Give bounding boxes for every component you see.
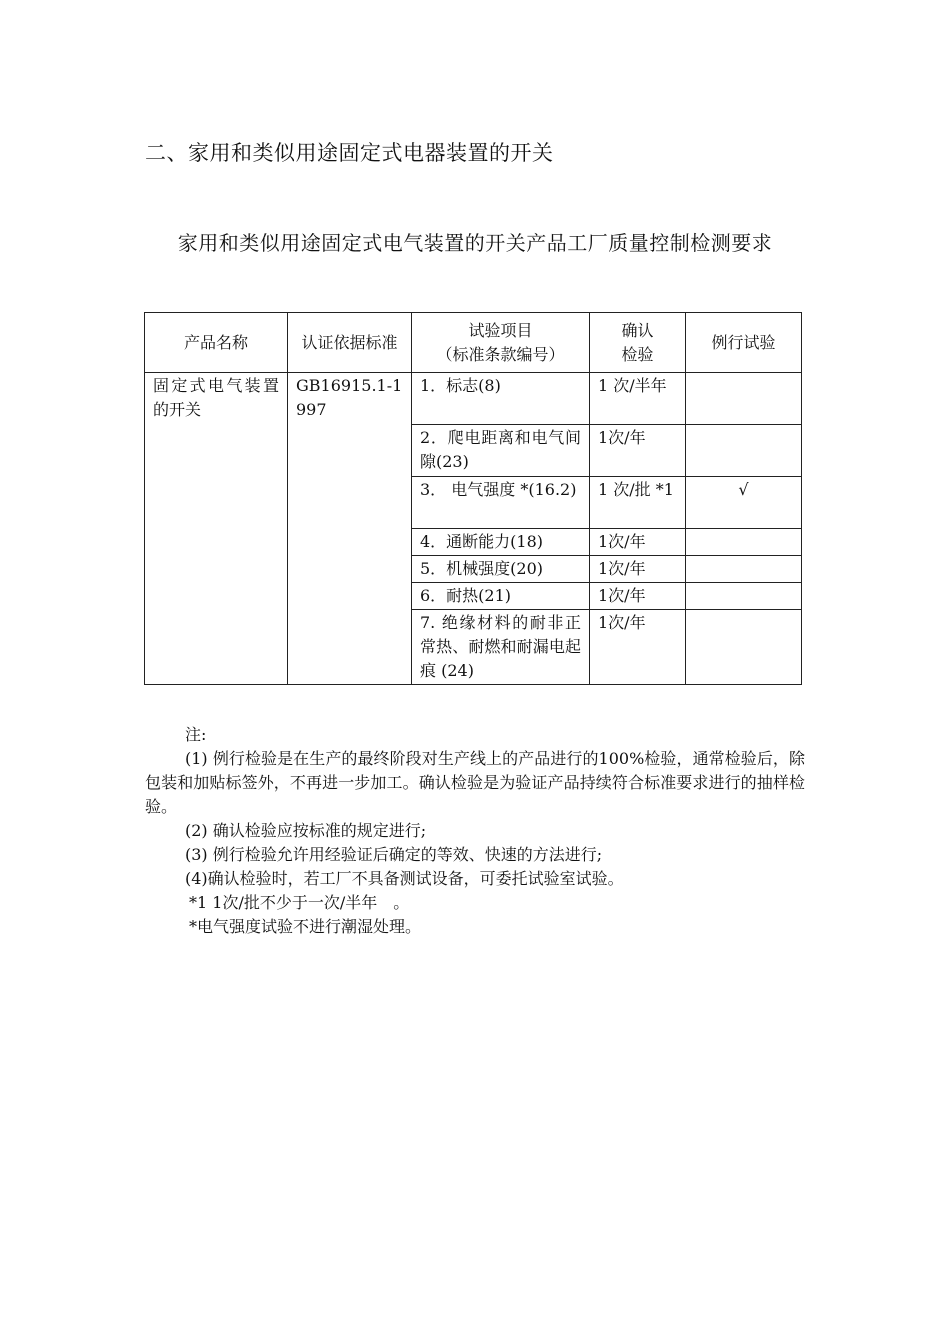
document-title: 家用和类似用途固定式电气装置的开关产品工厂质量控制检测要求 bbox=[177, 231, 773, 255]
footnote-star1: *1 1次/批不少于一次/半年 。 bbox=[189, 893, 410, 912]
header-product-name: 产品名称 bbox=[145, 313, 288, 373]
routine-cell bbox=[686, 556, 802, 583]
confirm-cell: 1 次/批 *1 bbox=[590, 477, 686, 529]
test-item-cell: 6．耐热(21) bbox=[412, 583, 590, 610]
test-item-cell: 2．爬电距离和电气间隙(23) bbox=[412, 425, 590, 477]
note-item: (2) 确认检验应按标准的规定进行; bbox=[185, 821, 427, 840]
header-standard: 认证依据标准 bbox=[288, 313, 412, 373]
table-header-row bbox=[145, 313, 802, 373]
routine-cell bbox=[686, 529, 802, 556]
confirm-cell: 1次/年 bbox=[590, 529, 686, 556]
confirm-cell: 1次/年 bbox=[590, 610, 686, 685]
routine-cell: √ bbox=[686, 477, 802, 529]
note-item: (3) 例行检验允许用经验证后确定的等效、快速的方法进行; bbox=[185, 845, 603, 864]
footnote-star2: *电气强度试验不进行潮湿处理。 bbox=[189, 917, 422, 936]
header-test-items: 试验项目 （标准条款编号） bbox=[412, 313, 590, 373]
note-item: (1) 例行检验是在生产的最终阶段对生产线上的产品进行的100%检验，通常检验后，除包装和加贴标签外，不再进一步加工。确认检验是为验证产品持续符合标准要求进行的抽样检验。 bbox=[145, 749, 805, 816]
section-heading: 二、家用和类似用途固定式电器装置的开关 bbox=[145, 141, 554, 165]
quality-control-table bbox=[144, 312, 802, 685]
routine-cell bbox=[686, 610, 802, 685]
confirm-cell: 1次/年 bbox=[590, 583, 686, 610]
confirm-cell: 1次/年 bbox=[590, 425, 686, 477]
product-name-cell: 固定式电气装置的开关 bbox=[145, 373, 288, 685]
confirm-cell: 1次/年 bbox=[590, 556, 686, 583]
test-item-cell: 5．机械强度(20) bbox=[412, 556, 590, 583]
header-confirm-inspection: 确认 检验 bbox=[590, 313, 686, 373]
routine-cell bbox=[686, 373, 802, 425]
note-item: (4)确认检验时，若工厂不具备测试设备，可委托试验室试验。 bbox=[185, 869, 624, 888]
routine-cell bbox=[686, 425, 802, 477]
header-routine-test: 例行试验 bbox=[686, 313, 802, 373]
standard-cell: GB16915.1-1997 bbox=[288, 373, 412, 685]
test-item-cell: 1．标志(8) bbox=[412, 373, 590, 425]
test-item-cell: 7. 绝缘材料的耐非正常热、耐燃和耐漏电起痕 (24) bbox=[412, 610, 590, 685]
test-item-cell: 4．通断能力(18) bbox=[412, 529, 590, 556]
notes-label: 注: bbox=[185, 725, 207, 744]
table-row bbox=[145, 373, 802, 425]
routine-cell bbox=[686, 583, 802, 610]
test-item-cell: 3． 电气强度 *(16.2) bbox=[412, 477, 590, 529]
notes-section bbox=[145, 723, 805, 939]
confirm-cell: 1 次/半年 bbox=[590, 373, 686, 425]
